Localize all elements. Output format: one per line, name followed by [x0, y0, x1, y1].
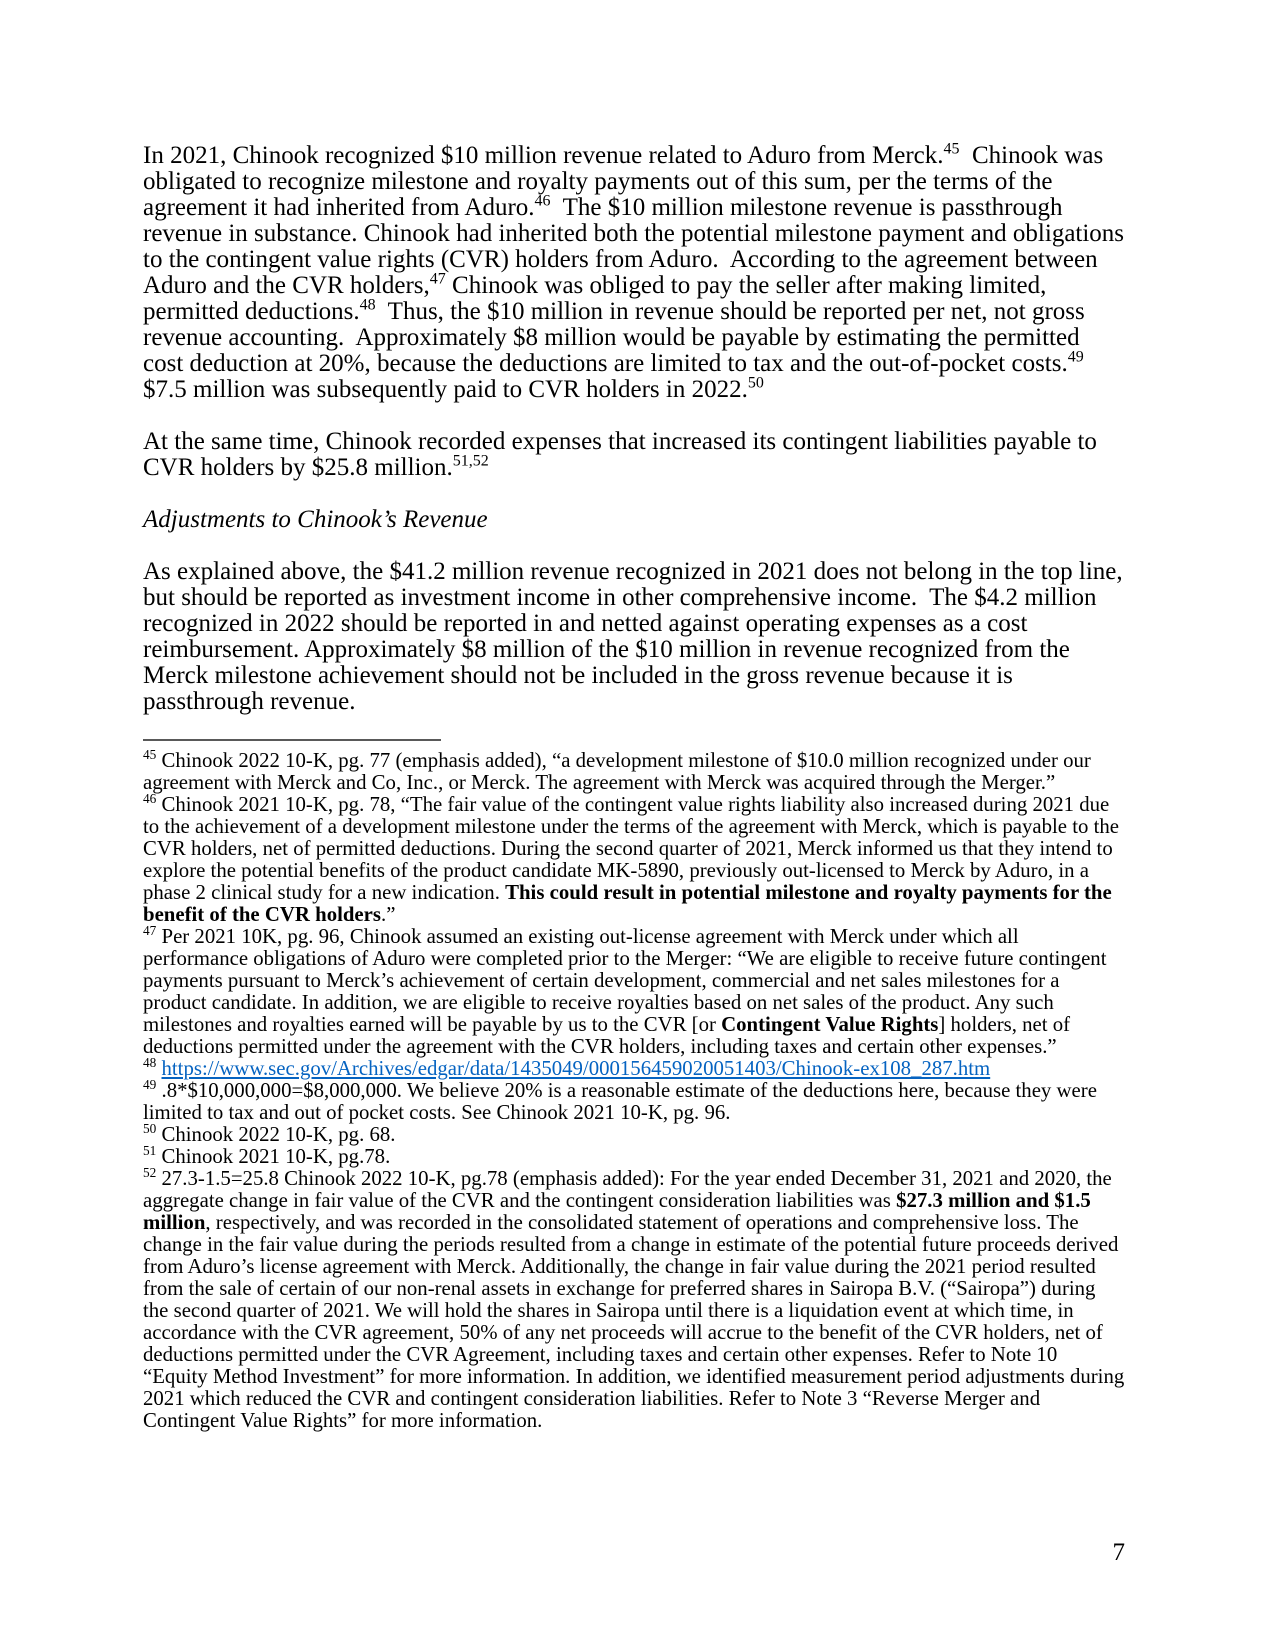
footnote-48-link[interactable]: https://www.sec.gov/Archives/edgar/data/1435049/000156459020051403/Chinook-ex108_287.htm: [161, 1057, 991, 1080]
footnote-number-50: 50: [143, 1121, 157, 1137]
footnote-ref-45: 45: [943, 140, 960, 158]
text-run: , respectively, and was recorded in the consolidated statement of operations and comprehensive loss. The change in the fair value during the periods resulted from a change in estimate of the potential future proceeds derived from Aduro’s license agreement with Merck. Additionally, the change in fair value during the 2021 period resulted from the sale of certain of our non-renal assets in exchange for preferred shares in Sairopa B.V. (“Sairopa”) during the second quarter of 2021. We will hold the shares in Sairopa until there is a liquidation event at which time, in accordance with the CVR agreement, 50% of any net proceeds will accrue to the benefit of the CVR holders, net of deductions permitted under the CVR Agreement, including taxes and certain other expenses. Refer to Note 10 “Equity Method Investment” for more information. In addition, we identified measurement period adjustments during 2021 which reduced the CVR and contingent consideration liabilities. Refer to Note 3 “Reverse Merger and Contingent Value Rights” for more information.: [143, 1211, 1130, 1432]
text-run: Chinook 2021 10-K, pg. 78, “The fair value of the contingent value rights liability also increased during 2021 due to the achievement of a development milestone under the terms of the agreement with Merck, which is payable to the CVR holders, net of permitted deductions. During the second quarter of 2021, Merck informed us that they intend to explore the potential benefits of the product candidate MK-5890, previously out-licensed to Merck by Aduro, in a phase 2 clinical study for a new indication.: [143, 793, 1125, 904]
text-run: Adjustments to Chinook’s Revenue: [143, 506, 488, 533]
footnote-separator: [143, 739, 441, 741]
text-run: $27.3 million and $1.5 million: [143, 1189, 1096, 1234]
text-run: .”: [381, 903, 396, 926]
footnote-49: [143, 1077, 1125, 1124]
body-paragraph-4: [143, 558, 1129, 715]
footnotes-list: [143, 747, 1130, 1432]
footnote-ref-47: 47: [429, 270, 446, 288]
text-run: 27.3-1.5=25.8 Chinook 2022 10-K, pg.78 (emphasis added): For the year ended December 31, 2021 and 2020, the aggregate change in fair value of the CVR and the contingent consideration liabilities was: [143, 1167, 1117, 1212]
text-run: Chinook was obligated to recognize milestone and royalty payments out of this sum, per the terms of the agreement it had inherited from Aduro.: [143, 142, 1110, 221]
footnote-number-51: 51: [143, 1143, 157, 1159]
footnote-ref-48: 48: [359, 296, 376, 314]
footnotes-section: [143, 739, 1130, 1432]
footnote-number-48: 48: [143, 1055, 157, 1071]
text-run: Chinook 2021 10-K, pg.78.: [161, 1145, 391, 1168]
body-paragraph-2: [143, 429, 1125, 481]
footnote-ref-49: 49: [1067, 348, 1084, 366]
text-run: Contingent Value Rights: [721, 1013, 939, 1036]
body-paragraph-1: [143, 140, 1131, 403]
text-run: As explained above, the $41.2 million revenue recognized in 2021 does not belong in the top line, but should be reported as investment income in other comprehensive income. The $4.2 million recognized in 2022 should be reported in and netted against operating expenses as a cost reimbursement. Approximately $8 million of the $10 million in revenue recognized from the Merck milestone achievement should not be included in the gross revenue because it is passthrough revenue.: [143, 558, 1129, 715]
footnote-number-46: 46: [143, 791, 157, 807]
text-run: At the same time, Chinook recorded expenses that increased its contingent liabilities payable to CVR holders by $25.8 million.: [143, 428, 1104, 481]
text-run: Thus, the $10 million in revenue should be reported per net, not gross revenue accounting. Approximately $8 million would be payable by estimating the permitted cost deduction at 20%, because the deductions are limited to tax and the out-of-pocket costs.: [143, 298, 1092, 377]
text-run: ] holders, net of deductions permitted under the agreement with the CVR holders, including taxes and certain other expenses.”: [143, 1013, 1076, 1058]
footnote-number-45: 45: [143, 747, 157, 763]
text-run: .8*$10,000,000=$8,000,000. We believe 20% is a reasonable estimate of the deductions here, because they were limited to tax and out of pocket costs. See Chinook 2021 10-K, pg. 96.: [143, 1079, 1103, 1124]
text-run: This could result in potential milestone and royalty payments for the benefit of the CVR holders: [143, 881, 1117, 926]
paragraphs: [143, 140, 1131, 715]
body-text: [143, 140, 1131, 741]
text-run: The $10 million milestone revenue is passthrough revenue in substance. Chinook had inherited both the potential milestone payment and obligations to the contingent value rights (CVR) holders from Aduro. According to the agreement between Aduro and the CVR holders,: [143, 194, 1131, 299]
text-run: Chinook 2022 10-K, pg. 77 (emphasis added), “a development milestone of $10.0 million recognized under our agreement with Merck and Co, Inc., or Merck. The agreement with Merck was acquired through the Merger.”: [143, 749, 1097, 794]
footnote-47: [143, 923, 1125, 1058]
footnote-51: [143, 1143, 1125, 1168]
text-run: Per 2021 10K, pg. 96, Chinook assumed an existing out-license agreement with Merck under which all performance obligations of Aduro were completed prior to the Merger: “We are eligible to receive future contingent payments pursuant to Merck’s achievement of certain development, commercial and net sales milestones for a product candidate. In addition, we are eligible to receive royalties based on net sales of the product. Any such milestones and royalties earned will be payable by us to the CVR [or: [143, 925, 1112, 1036]
footnote-number-49: 49: [143, 1077, 157, 1093]
footnote-48: [143, 1055, 1125, 1080]
footnote-number-52: 52: [143, 1165, 157, 1181]
text-run: Chinook was obliged to pay the seller after making limited, permitted deductions.: [143, 272, 1053, 325]
footnote-ref-46: 46: [534, 192, 551, 210]
footnote-45: [143, 747, 1125, 794]
footnote-50: [143, 1121, 1125, 1146]
text-run: $7.5 million was subsequently paid to CVR holders in 2022.: [143, 350, 1090, 403]
footnote-52: [143, 1165, 1130, 1432]
footnote-ref-51-52: 51,52: [452, 452, 489, 470]
section-heading: [143, 507, 1125, 533]
footnote-number-47: 47: [143, 923, 157, 939]
footnote-ref-50: 50: [747, 374, 764, 392]
text-run: In 2021, Chinook recognized $10 million revenue related to Aduro from Merck.: [143, 142, 944, 169]
footnote-46: [143, 791, 1125, 926]
text-run: Chinook 2022 10-K, pg. 68.: [161, 1123, 396, 1146]
page-number: 7: [1112, 1539, 1125, 1566]
